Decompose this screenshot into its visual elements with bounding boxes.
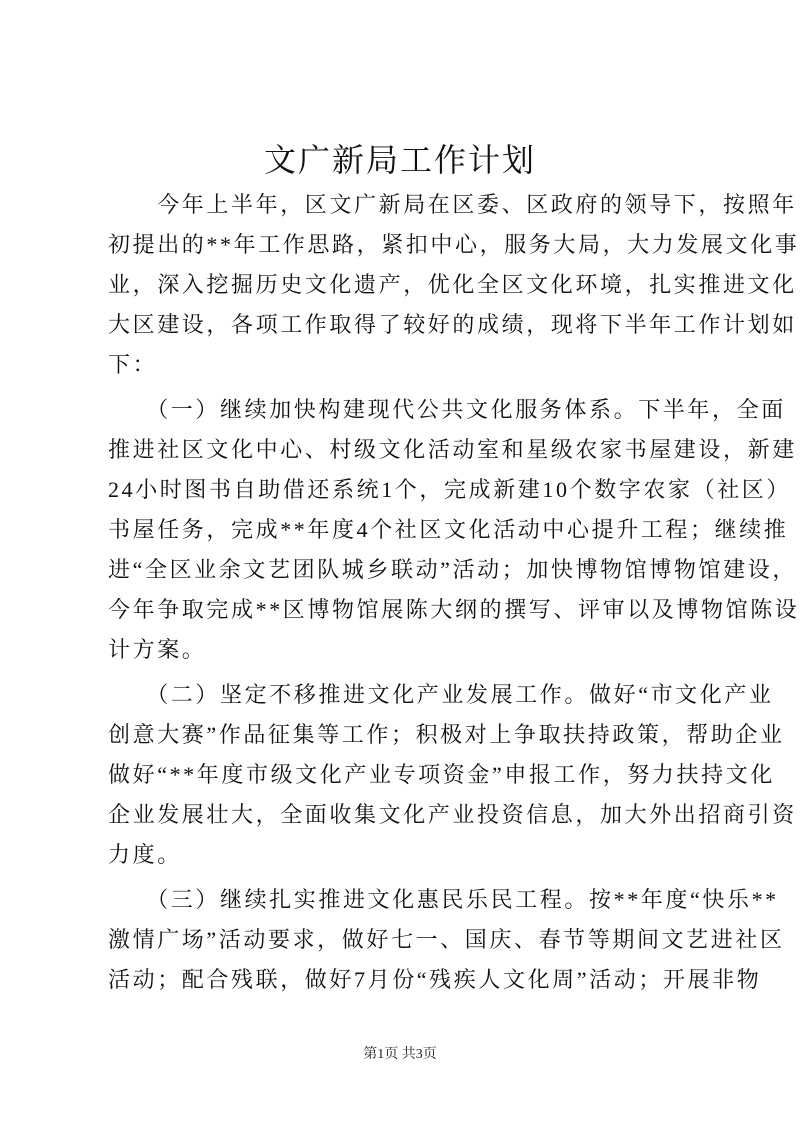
document-body [108, 185, 800, 1000]
text-line: 计方案。 [108, 637, 207, 662]
text-line: 下： [108, 352, 158, 377]
text-line: 业，深入挖掘历史文化遗产，优化全区文化环境，扎实推进文化 [108, 272, 797, 297]
text-line: （二）坚定不移推进文化产业发展工作。做好“市文化产业 [108, 682, 774, 707]
text-line: 做好“**年度市级文化产业专项资金”申报工作，努力扶持文化 [108, 762, 775, 787]
text-line: （三）继续扎实推进文化惠民乐民工程。按**年度“快乐** [108, 887, 779, 912]
text-line: 创意大赛”作品征集等工作；积极对上争取扶持政策，帮助企业 [108, 722, 785, 747]
text-line: （一）继续加快构建现代公共文化服务体系。下半年，全面 [108, 397, 786, 422]
paragraph [108, 390, 800, 670]
text-line: 活动；配合残联，做好7月份“残疾人文化周”活动；开展非物 [108, 967, 762, 992]
text-line: 大区建设，各项工作取得了较好的成绩，现将下半年工作计划如 [108, 312, 797, 337]
text-line: 24小时图书自助借还系统1个，完成新建10个数字农家（社区） [108, 477, 792, 502]
text-line: 激情广场”活动要求，做好七一、国庆、春节等期间文艺进社区 [108, 927, 785, 952]
text-line: 今年争取完成**区博物馆展陈大纲的撰写、评审以及博物馆陈设 [108, 597, 800, 622]
text-line: 企业发展壮大，全面收集文化产业投资信息，加大外出招商引资 [108, 802, 797, 827]
document-title: 文广新局工作计划 [263, 142, 536, 178]
paragraph [108, 675, 797, 875]
page-footer: 第1页 共3页 [363, 1047, 437, 1062]
text-line: 进“全区业余文艺团队城乡联动”活动；加快博物馆博物馆建设， [108, 557, 797, 582]
text-line: 初提出的**年工作思路，紧扣中心，服务大局，大力发展文化事 [108, 232, 800, 257]
text-line: 今年上半年，区文广新局在区委、区政府的领导下，按照年 [108, 192, 797, 217]
paragraph [108, 185, 800, 385]
text-line: 推进社区文化中心、村级文化活动室和星级农家书屋建设，新建 [108, 437, 797, 462]
text-line: 书屋任务，完成**年度4个社区文化活动中心提升工程；继续推 [108, 517, 789, 542]
paragraph [108, 880, 785, 1000]
text-line: 力度。 [108, 842, 182, 867]
